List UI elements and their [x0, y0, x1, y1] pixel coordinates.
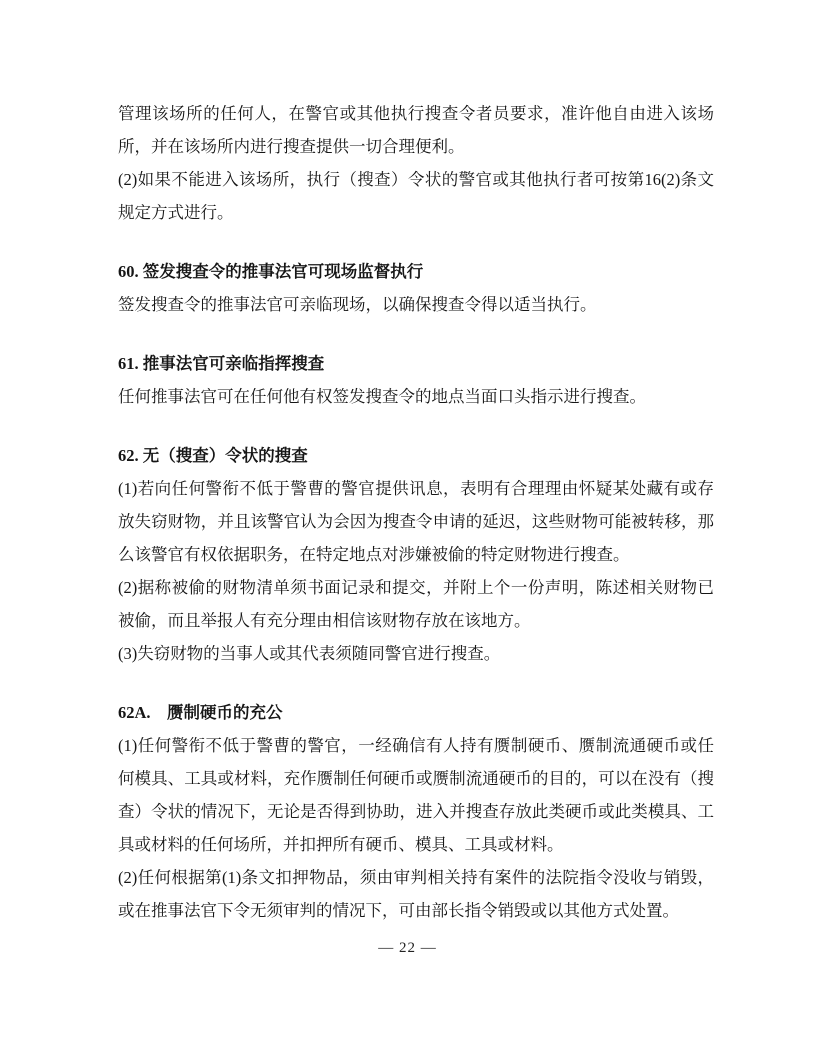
paragraph-clause-2: (2)如果不能进入该场所，执行（搜查）令状的警官或其他执行者可按第16(2)条文规定方式进行。	[118, 170, 714, 222]
page-number: — 22 —	[378, 940, 437, 956]
section-62a-heading: 62A. 赝制硬币的充公	[118, 703, 283, 722]
section-62-paragraph-2: (2)据称被偷的财物清单须书面记录和提交，并附上个一份声明，陈述相关财物已被偷，而且举报人有充分理由相信该财物存放在该地方。	[118, 578, 714, 630]
page-footer	[0, 938, 815, 958]
section-60-paragraph: 签发搜查令的推事法官可亲临现场，以确保搜查令得以适当执行。	[118, 295, 597, 314]
section-61-heading: 61. 推事法官可亲临指挥搜查	[118, 354, 325, 373]
section-62-heading: 62. 无（搜查）令状的搜查	[118, 446, 308, 465]
paragraph-58-continuation: 管理该场所的任何人，在警官或其他执行搜查令者员要求，准许他自由进入该场所，并在该场所内进行搜查提供一切合理便利。	[118, 104, 714, 156]
section-61-paragraph: 任何推事法官可在任何他有权签发搜查令的地点当面口头指示进行搜查。	[118, 387, 646, 406]
document-body	[118, 97, 714, 927]
section-60-heading: 60. 签发搜查令的推事法官可现场监督执行	[118, 262, 424, 281]
section-62a-paragraph-2: (2)任何根据第(1)条文扣押物品，须由审判相关持有案件的法院指令没收与销毁，或在推事法官下令无须审判的情况下，可由部长指令销毁或以其他方式处置。	[118, 868, 714, 920]
section-62-paragraph-1: (1)若向任何警衔不低于警曹的警官提供讯息，表明有合理理由怀疑某处藏有或存放失窃财物，并且该警官认为会因为搜查令申请的延迟，这些财物可能被转移，那么该警官有权依据职务，在特定地点对涉嫌被偷的特定财物进行搜查。	[118, 479, 714, 564]
section-62a-paragraph-1: (1)任何警衔不低于警曹的警官，一经确信有人持有赝制硬币、赝制流通硬币或任何模具、工具或材料，充作赝制任何硬币或赝制流通硬币的目的，可以在没有（搜查）令状的情况下，无论是否得到协助，进入并搜查存放此类硬币或此类模具、工具或材料的任何场所，并扣押所有硬币、模具、工具或材料。	[118, 736, 714, 854]
section-62-paragraph-3: (3)失窃财物的当事人或其代表须随同警官进行搜查。	[118, 644, 501, 663]
